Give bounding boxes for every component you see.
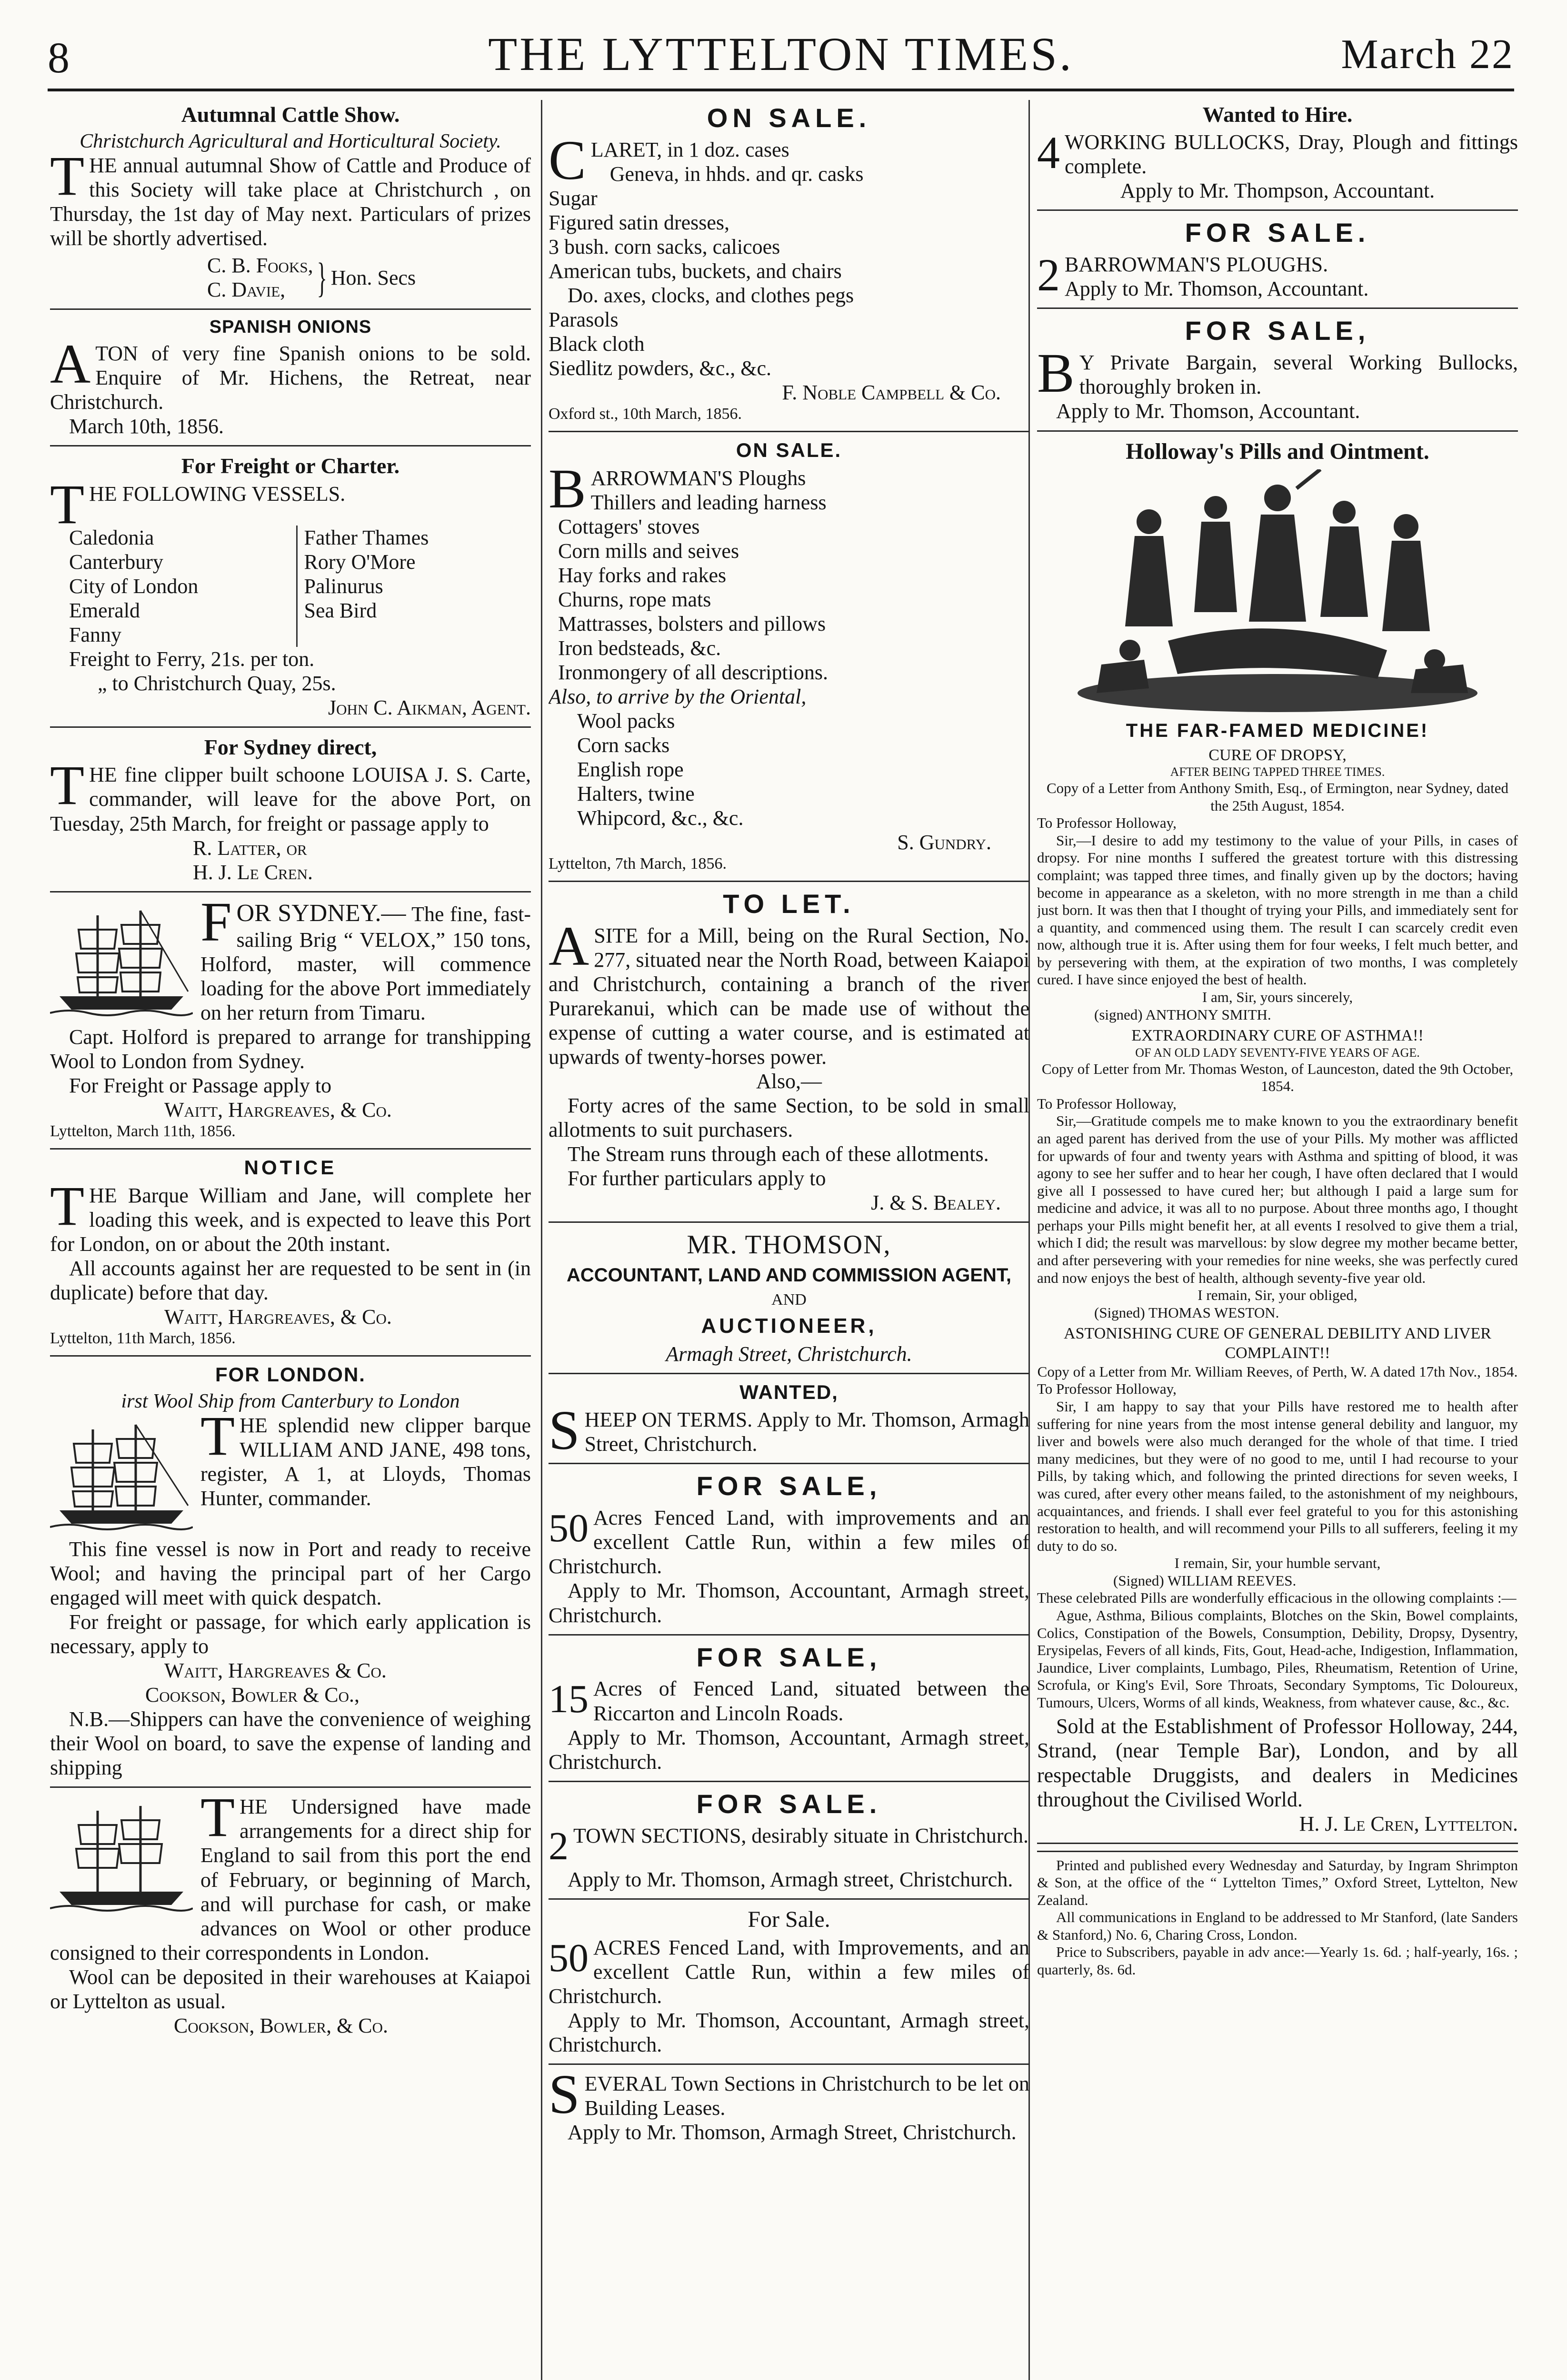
- item-line: Wool packs: [577, 709, 675, 733]
- letter-signature: (signed) ANTHONY SMITH.: [1094, 1006, 1271, 1023]
- column-divider-1: [541, 100, 542, 2380]
- item-line: 3 bush. corn sacks, calicoes: [549, 235, 780, 259]
- item-line: Cottagers' stoves: [558, 515, 700, 538]
- item-line: ARROWMAN'S Ploughs: [590, 466, 806, 490]
- ad-body: EVERAL Town Sections in Christchurch to be let on Building Leases.: [584, 2072, 1029, 2120]
- ad-body: ACRES Fenced Land, with Improvements, and an excellent Cattle Run, within a few miles of Christchurch.: [549, 1936, 1029, 2008]
- signature: Cookson, Bowler & Co.,: [145, 1683, 360, 1707]
- ad-subheading: irst Wool Ship from Canterbury to London: [121, 1390, 460, 1413]
- ad-subheading: Christchurch Agricultural and Horticultural Society.: [80, 130, 501, 153]
- signature: Waitt, Hargreaves, & Co.: [164, 1305, 392, 1329]
- ad-body: Y Private Bargain, several Working Bullocks, thoroughly broken in.: [1079, 351, 1518, 399]
- ad-mr-thomson: [549, 1230, 1029, 1374]
- ad-heading: FOR LONDON.: [215, 1363, 366, 1386]
- drop-number: 4: [1037, 127, 1060, 178]
- ad-for-sale-50-acres: [549, 1471, 1029, 1635]
- vessel-name: Palinurus: [304, 574, 383, 598]
- ad-heading: WANTED,: [739, 1380, 838, 1403]
- vessel-name: Fanny: [69, 623, 121, 646]
- complaints-intro: These celebrated Pills are wonderfully efficacious in the ollowing complaints :—: [1037, 1589, 1517, 1606]
- drop-cap: F: [200, 890, 232, 953]
- ad-apply: Apply to Mr. Thomson, Accountant.: [1056, 399, 1360, 423]
- drop-number: 15: [549, 1677, 589, 1722]
- sold-at: Sold at the Establishment of Professor Holloway, 244, Strand, (near Temple Bar), London, and by all respectable Druggists, and dealers in Medicines throughout the Civilised World.: [1037, 1715, 1518, 1811]
- ad-for-sale-50-acres-b: [549, 1906, 1029, 2065]
- ad-heading: ON SALE.: [736, 439, 842, 462]
- ad-heading: For Sydney direct,: [204, 735, 377, 760]
- ad-for-sale-bullocks: [1037, 316, 1518, 431]
- ad-freight-charter: [50, 453, 531, 728]
- ad-body: HE Undersigned have made arrangements for a direct ship for England to sail from this port the end of February, or beginning of March, and will purchase for cash, or make advances on Wool or other produce consigned to their correspondents in London.: [50, 1795, 531, 1964]
- ad-heading: Wanted to Hire.: [1202, 102, 1353, 127]
- drop-cap: A: [50, 333, 91, 396]
- ad-body: HE splendid new clipper barque WILLIAM AND JANE, 498 tons, register, A 1, at Lloyds, Thomas Hunter, commander.: [200, 1414, 531, 1510]
- item-line: LARET, in 1 doz. cases: [590, 138, 789, 161]
- drop-number: 50: [549, 1506, 589, 1551]
- ad-paragraph: For freight or passage, for which early application is necessary, apply to: [50, 1610, 531, 1658]
- ad-holloway: [1037, 438, 1518, 1844]
- cure-heading: CURE OF DROPSY,: [1208, 746, 1347, 764]
- ad-body: HEEP ON TERMS. Apply to Mr. Thomson, Armagh Street, Christchurch.: [584, 1408, 1029, 1456]
- page-number: 8: [48, 33, 70, 82]
- ad-apply: Apply to Mr. Thomson, Armagh Street, Christchurch.: [568, 2121, 1017, 2144]
- item-line: Corn sacks: [577, 734, 670, 757]
- item-line: Ironmongery of all descriptions.: [558, 661, 828, 684]
- ad-body: WORKING BULLOCKS, Dray, Plough and fittings complete.: [1065, 130, 1518, 178]
- ad-heading: SPANISH ONIONS: [209, 317, 372, 337]
- vessel-name: Canterbury: [69, 550, 163, 574]
- signature-block: [50, 253, 531, 302]
- ad-on-sale-ploughs: [549, 439, 1029, 882]
- letter-close: I am, Sir, yours sincerely,: [1202, 988, 1353, 1005]
- ship-icon: [50, 1796, 193, 1915]
- drop-cap: S: [549, 1399, 580, 1462]
- ad-heading: FOR SALE,: [696, 1471, 882, 1501]
- brace: }: [317, 254, 327, 301]
- ad-body: TOWN SECTIONS, desirably situate in Christchurch.: [573, 1824, 1029, 1847]
- item-line: English rope: [577, 758, 684, 782]
- ad-date: March 10th, 1856.: [69, 415, 224, 438]
- letter-body: Sir,—I desire to add my testimony to the value of your Pills, in cases of dropsy. For nine months I suffered the greatest torture with this distressing complaint; was tapped three times, and finally given up by the doctors; having become in appearance as a skeleton, with no more strength in me than a child just born. It was then that I thought of trying your Pills, and immediately sent for a quantity, and commenced using them. The result I can scarcely credit even now, although true it is. After using them for four weeks, I felt much better, and by persevering with them, at the expiration of two months, I was completely cured. I have since enjoyed the best of health.: [1037, 832, 1518, 988]
- freight-rate: Freight to Ferry, 21s. per ton.: [69, 647, 315, 671]
- cure-subheading: OF AN OLD LADY SEVENTY-FIVE YEARS OF AGE.: [1135, 1045, 1420, 1060]
- drop-number: 2: [549, 1824, 569, 1868]
- ad-title: OR SYDNEY.—: [236, 899, 406, 927]
- ad-for-london: [50, 1363, 531, 1788]
- signature: H. J. Le Cren.: [193, 860, 313, 884]
- ad-paragraph: Wool can be deposited in their warehouses at Kaiapoi or Lyttelton as usual.: [50, 1965, 531, 2013]
- ad-heading: FOR SALE,: [696, 1642, 882, 1672]
- ad-also: Also, to arrive by the Oriental,: [549, 685, 807, 709]
- ad-paragraph: This fine vessel is now in Port and ready to receive Wool; and having the principal part of her Cargo engaged will meet with quick despatch.: [50, 1537, 531, 1610]
- ad-body: SITE for a Mill, being on the Rural Section, No. 277, situated near the North Road, between Kaiapoi and Christchurch, containing a branch of the river Purarekanui, which can be made use of without the expense of cutting a water course, and is estimated at upwards of twenty-horses power.: [549, 924, 1029, 1069]
- signature: F. Noble Campbell & Co.: [782, 381, 1001, 405]
- ad-wanted-to-hire: [1037, 102, 1518, 211]
- drop-cap: T: [200, 1405, 235, 1468]
- ad-body: HE fine clipper built schoone LOUISA J. S. Carte, commander, will leave for the above Port, on Tuesday, 25th March, for freight or passage apply to: [50, 763, 531, 835]
- ad-paragraph: For further particulars apply to: [568, 1167, 826, 1190]
- ad-heading: For Sale.: [748, 1906, 830, 1932]
- ad-heading: Autumnal Cattle Show.: [181, 102, 400, 127]
- vessel-name: Caledonia: [69, 526, 154, 549]
- signature: S. Gundry.: [897, 831, 991, 854]
- ad-apply: Apply to Mr. Thompson, Accountant.: [1120, 179, 1435, 203]
- column-1: [50, 100, 531, 2380]
- item-line: Geneva, in hhds. and qr. casks: [609, 162, 864, 186]
- vessel-name: Father Thames: [304, 526, 429, 549]
- letter-close: I remain, Sir, your humble servant,: [1174, 1555, 1381, 1572]
- ad-body: The fine, fast-sailing Brig “ VELOX,” 150 tons, Holford, master, will commence loading for the above Port immediately on her return from Timaru.: [200, 902, 531, 1024]
- ad-body: TON of very fine Spanish onions to be sold. Enquire of Mr. Hichens, the Retreat, near Christchurch.: [50, 342, 531, 414]
- letter-body: Sir,—Gratitude compels me to make known to you the extraordinary benefit an aged parent has derived from the use of your Pills. My mother was afflicted for upwards of four and twenty years with Asthma and spitting of blood, it was agony to see her suffer and to hear her cough, I have often declared that I would give all I possessed to have cured her; but although I paid a large sum for medicine and advice, it was all to no purpose. About three months ago, I thought perhaps your Pills might benefit her, at all events I resolved to give them a trial, which I did; the result was marvellous: by slow degree my mother became better, and after persevering with your remedies for nine weeks, she was perfectly cured and now enjoys the best of health, although seventy-five year old.: [1037, 1112, 1518, 1286]
- ship-icon: [50, 1415, 193, 1534]
- item-line: Hay forks and rakes: [558, 563, 727, 587]
- ad-body: BARROWMAN'S PLOUGHS.: [1065, 253, 1328, 277]
- header-rule: [48, 89, 1514, 91]
- complaints-list: Ague, Asthma, Bilious complaints, Blotches on the Skin, Bowel complaints, Colics, Constipation of the Bowels, Consumption, Debility, Dropsy, Dysentry, Erysipelas, Fevers of all kinds, Fits, Gout, Head-ache, Indigestion, Inflammation, Jaundice, Liver complaints, Lumbago, Piles, Rheumatism, Retention of Urine, Scrofula, or King's Evil, Sore Throats, Secondary Symptoms, Tic Doloureux, Tumours, Ulcers, Worms of all kinds, Weakness, from whatever cause, &c., &c.: [1037, 1606, 1518, 1711]
- newspaper-title: THE LYTTELTON TIMES.: [488, 28, 1074, 80]
- vessel-name: Sea Bird: [304, 598, 377, 622]
- ad-for-sale-ploughs: [1037, 218, 1518, 309]
- vessel-name: City of London: [69, 574, 199, 598]
- drop-cap: B: [1037, 342, 1075, 405]
- ad-body: Acres of Fenced Land, situated between the Riccarton and Lincoln Roads.: [593, 1677, 1029, 1725]
- drop-cap: S: [549, 2063, 580, 2126]
- signer: C. Davie,: [207, 278, 286, 302]
- medicine-scene-illustration: [1073, 469, 1482, 717]
- ad-also: Also,—: [756, 1070, 822, 1093]
- ad-notice: [50, 1156, 531, 1357]
- item-line: Churns, rope mats: [558, 587, 711, 611]
- letter-salutation: To Professor Holloway,: [1037, 1380, 1177, 1398]
- item-line: Iron bedsteads, &c.: [558, 636, 721, 660]
- ad-wanted-sheep: [549, 1381, 1029, 1465]
- imprint: [1037, 1851, 1518, 1985]
- ad-paragraph: The Stream runs through each of these allotments.: [568, 1142, 989, 1166]
- ad-undersigned: [50, 1786, 531, 2044]
- imprint-printer: Printed and published every Wednesday and Saturday, by Ingram Shrimpton & Son, at the office of the “ Lyttelton Times,” Oxford Street, Lyttelton, New Zealand.: [1037, 1856, 1518, 1908]
- item-line: Do. axes, clocks, and clothes pegs: [568, 284, 854, 307]
- item-line: Thillers and leading harness: [590, 490, 827, 514]
- freight-rate: „ to Christchurch Quay, 25s.: [98, 672, 336, 695]
- item-line: Siedlitz powders, &c., &c.: [549, 357, 772, 380]
- ad-heading: FOR SALE,: [1185, 316, 1370, 346]
- ad-paragraph: All accounts against her are requested to be sent in (in duplicate) before that day.: [50, 1256, 531, 1304]
- vessel-list: [50, 526, 531, 647]
- letter-close: I remain, Sir, your obliged,: [1198, 1287, 1357, 1304]
- ad-body: HE annual autumnal Show of Cattle and Produce of this Society will take place at Christchurch , on Thursday, the 1st day of May next. Particulars of prizes will be shortly advertised.: [50, 154, 531, 250]
- ad-paragraph: Capt. Holford is prepared to arrange for transhipping Wool to London from Sydney.: [50, 1025, 531, 1073]
- drop-cap: T: [50, 1174, 85, 1237]
- signer-role: Hon. Secs: [330, 266, 416, 289]
- agent-name: MR. THOMSON,: [687, 1230, 891, 1260]
- cure-subheading: AFTER BEING TAPPED THREE TIMES.: [1170, 765, 1385, 779]
- letter-salutation: To Professor Holloway,: [1037, 814, 1177, 832]
- ad-paragraph: For Freight or Passage apply to: [69, 1074, 332, 1098]
- ad-date: Lyttelton, 7th March, 1856.: [549, 855, 727, 873]
- ad-to-let: [549, 889, 1029, 1223]
- imprint-price: Price to Subscribers, payable in adv ance:—Yearly 1s. 6d. ; half-yearly, 16s. ; quarterly, 8s. 6d.: [1037, 1944, 1518, 1978]
- drop-cap: T: [50, 145, 85, 208]
- imprint-england: All communications in England to be addressed to Mr Stanford, (late Sanders & Stanford,) No. 6, Charing Cross, London.: [1037, 1909, 1518, 1943]
- signature: Waitt, Hargreaves & Co.: [164, 1659, 387, 1683]
- ad-apply: Apply to Mr. Thomson, Accountant, Armagh street, Christchurch.: [549, 1726, 1029, 1774]
- ship-icon: [50, 901, 193, 1020]
- ad-body: Acres Fenced Land, with improvements and an excellent Cattle Run, within a few miles of Christchurch.: [549, 1506, 1029, 1578]
- ad-date: Lyttelton, March 11th, 1856.: [50, 1122, 236, 1140]
- item-line: Sugar: [549, 187, 598, 210]
- ad-date: Lyttelton, 11th March, 1856.: [50, 1329, 236, 1347]
- cure-heading: EXTRAORDINARY CURE OF ASTHMA!!: [1131, 1027, 1424, 1045]
- agent-signature: H. J. Le Cren, Lyttelton.: [1299, 1812, 1518, 1835]
- signature: Waitt, Hargreaves, & Co.: [164, 1098, 392, 1122]
- agent-address: Armagh Street, Christchurch.: [666, 1342, 912, 1366]
- ad-several-sections: [549, 2063, 1029, 2151]
- ad-on-sale-claret: [549, 103, 1029, 432]
- agent-signature: John C. Aikman, Agent.: [328, 696, 531, 720]
- signature: J. & S. Bealey.: [871, 1191, 1001, 1215]
- masthead: [48, 13, 1514, 85]
- ad-cattle-show: [50, 102, 531, 310]
- column-2: [549, 100, 1029, 2380]
- ad-heading: Holloway's Pills and Ointment.: [1126, 438, 1429, 464]
- drop-cap: B: [549, 457, 586, 520]
- ad-heading: FOR SALE.: [696, 1788, 882, 1819]
- ad-heading: For Freight or Charter.: [181, 454, 400, 478]
- drop-cap: T: [50, 473, 85, 536]
- ad-paragraph: N.B.—Shippers can have the convenience of weighing their Wool on board, to save the expense of landing and shipping: [50, 1707, 531, 1780]
- item-line: Halters, twine: [577, 782, 695, 806]
- letter-signature: (Signed) WILLIAM REEVES.: [1113, 1572, 1297, 1589]
- ad-heading: FOR SALE.: [1185, 218, 1370, 248]
- letter-signature: (Signed) THOMAS WESTON.: [1094, 1304, 1279, 1321]
- item-line: Whipcord, &c., &c.: [577, 806, 744, 830]
- item-line: Mattrasses, bolsters and pillows: [558, 612, 826, 635]
- drop-cap: C: [549, 129, 586, 191]
- agent-and: AND: [771, 1290, 807, 1309]
- agent-auctioneer: AUCTIONEER,: [701, 1314, 877, 1338]
- ad-for-sale-15-acres: [549, 1642, 1029, 1782]
- letter-heading: Copy of a Letter from Mr. William Reeves, of Perth, W. A dated 17th Nov., 1854.: [1037, 1363, 1518, 1380]
- signature: Cookson, Bowler, & Co.: [174, 2013, 389, 2037]
- drop-number: 50: [549, 1936, 589, 1981]
- drop-number: 2: [1037, 249, 1060, 301]
- ad-heading: ON SALE.: [707, 103, 871, 133]
- cure-heading: ASTONISHING CURE OF GENERAL DEBILITY AND LIVER COMPLAINT!!: [1064, 1325, 1491, 1362]
- signature: R. Latter, or: [193, 836, 307, 860]
- letter-body: Sir, I am happy to say that your Pills have restored me to health after suffering for nine years from the most intense general debility and languor, my liver and bowels were also much deranged for the whole of that time. I tried many medicines, but they were of no good to me, until I had recourse to your Pills, by taking which, and following the printed directions for seven weeks, I was cured, after every other means failed, to the astonishment of my neighbours, acquaintances, and friends. I shall ever feel grateful to you for this astonishing restoration to health, and will recommend your Pills to all sufferers, feeling it my duty to do so.: [1037, 1398, 1518, 1554]
- ad-spanish-onions: [50, 317, 531, 446]
- vessel-name: Rory O'More: [304, 550, 416, 574]
- letter-heading: Copy of Letter from Mr. Thomas Weston, of Launceston, dated the 9th October, 1854.: [1041, 1060, 1514, 1095]
- vessel-name: Emerald: [69, 598, 140, 622]
- ad-velox: [50, 890, 531, 1150]
- ad-apply: Apply to Mr. Thomson, Accountant, Armagh street, Christchurch.: [549, 1579, 1029, 1627]
- column-3: [1037, 100, 1518, 2380]
- ad-apply: Apply to Mr. Thomson, Accountant.: [1065, 277, 1369, 301]
- issue-date: March 22: [1341, 31, 1514, 78]
- item-line: Black cloth: [549, 332, 645, 356]
- item-line: Corn mills and seives: [558, 539, 739, 563]
- drop-cap: T: [200, 1786, 235, 1849]
- ad-paragraph: Forty acres of the same Section, to be sold in small allotments to suit purchasers.: [549, 1094, 1029, 1142]
- medicine-title: THE FAR-FAMED MEDICINE!: [1126, 720, 1429, 742]
- agent-title: ACCOUNTANT, LAND AND COMMISSION AGENT,: [566, 1265, 1012, 1286]
- ad-intro: HE FOLLOWING VESSELS.: [89, 482, 346, 506]
- ad-heading: TO LET.: [723, 889, 855, 919]
- letter-salutation: To Professor Holloway,: [1037, 1095, 1177, 1112]
- drop-cap: T: [50, 754, 85, 817]
- ad-body: HE Barque William and Jane, will complete her loading this week, and is expected to leave this Port for London, on or about the 20th instant.: [50, 1183, 531, 1256]
- item-line: American tubs, buckets, and chairs: [549, 259, 842, 283]
- letter-heading: Copy of a Letter from Anthony Smith, Esq., of Ermington, near Sydney, dated the 25th August, 1854.: [1046, 780, 1509, 814]
- drop-cap: A: [549, 915, 589, 978]
- ad-date: Oxford st., 10th March, 1856.: [549, 405, 742, 423]
- ad-apply: Apply to Mr. Thomson, Armagh street, Christchurch.: [568, 1867, 1013, 1891]
- item-line: Parasols: [549, 308, 619, 332]
- item-line: Figured satin dresses,: [549, 211, 730, 235]
- ad-sydney-direct: [50, 734, 531, 892]
- ad-apply: Apply to Mr. Thomson, Accountant, Armagh street, Christchurch.: [549, 2009, 1029, 2057]
- ad-for-sale-town-sections: [549, 1789, 1029, 1900]
- ad-heading: NOTICE: [244, 1156, 337, 1179]
- signer: C. B. Fooks,: [207, 254, 313, 278]
